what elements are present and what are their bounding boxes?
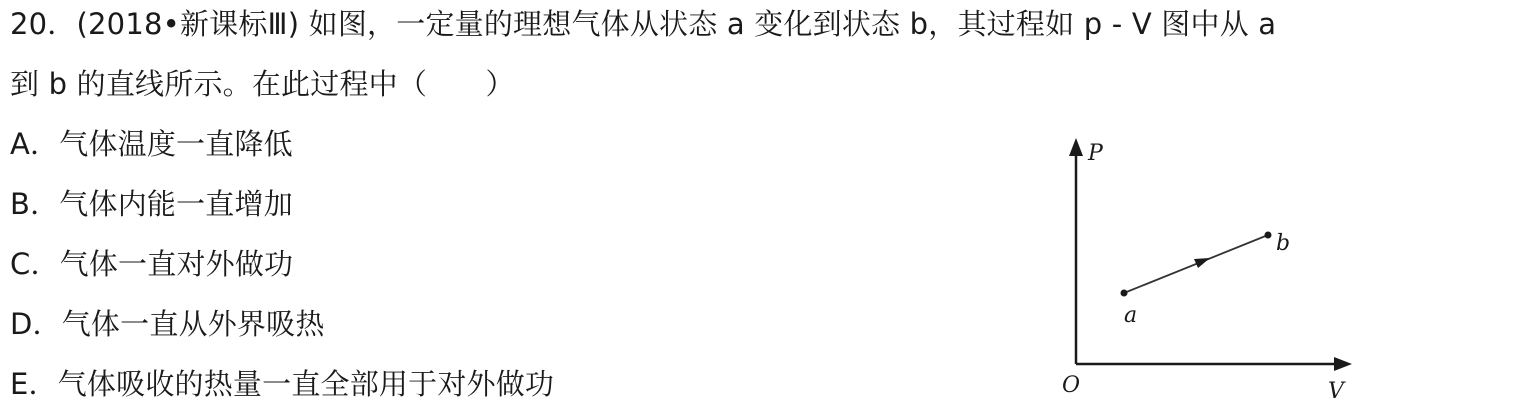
option-d: D．气体一直从外界吸热 [10,307,325,341]
point-b [1265,232,1272,239]
option-b: B．气体内能一直增加 [10,187,293,221]
option-e: E．气体吸收的热量一直全部用于对外做功 [10,367,555,401]
question-stem-line-1: 20．(2018•新课标Ⅲ) 如图，一定量的理想气体从状态 a 变化到状态 b，其过程如 p - V 图中从 a [10,7,1277,41]
x-axis-arrowhead [1334,357,1352,371]
y-axis-label: P [1088,141,1103,166]
option-a: A．气体温度一直降低 [10,127,293,161]
point-a-label: a [1124,303,1138,328]
point-b-label: b [1276,231,1291,256]
origin-label: O [1062,373,1081,398]
x-axis-label: V [1328,379,1344,404]
process-line [1124,235,1268,293]
y-axis-arrowhead [1069,138,1083,156]
question-stem-line-2: 到 b 的直线所示。在此过程中（ ） [10,67,515,101]
point-a [1121,290,1128,297]
option-c: C．气体一直对外做功 [10,247,294,281]
process-direction-arrow [1194,258,1210,268]
